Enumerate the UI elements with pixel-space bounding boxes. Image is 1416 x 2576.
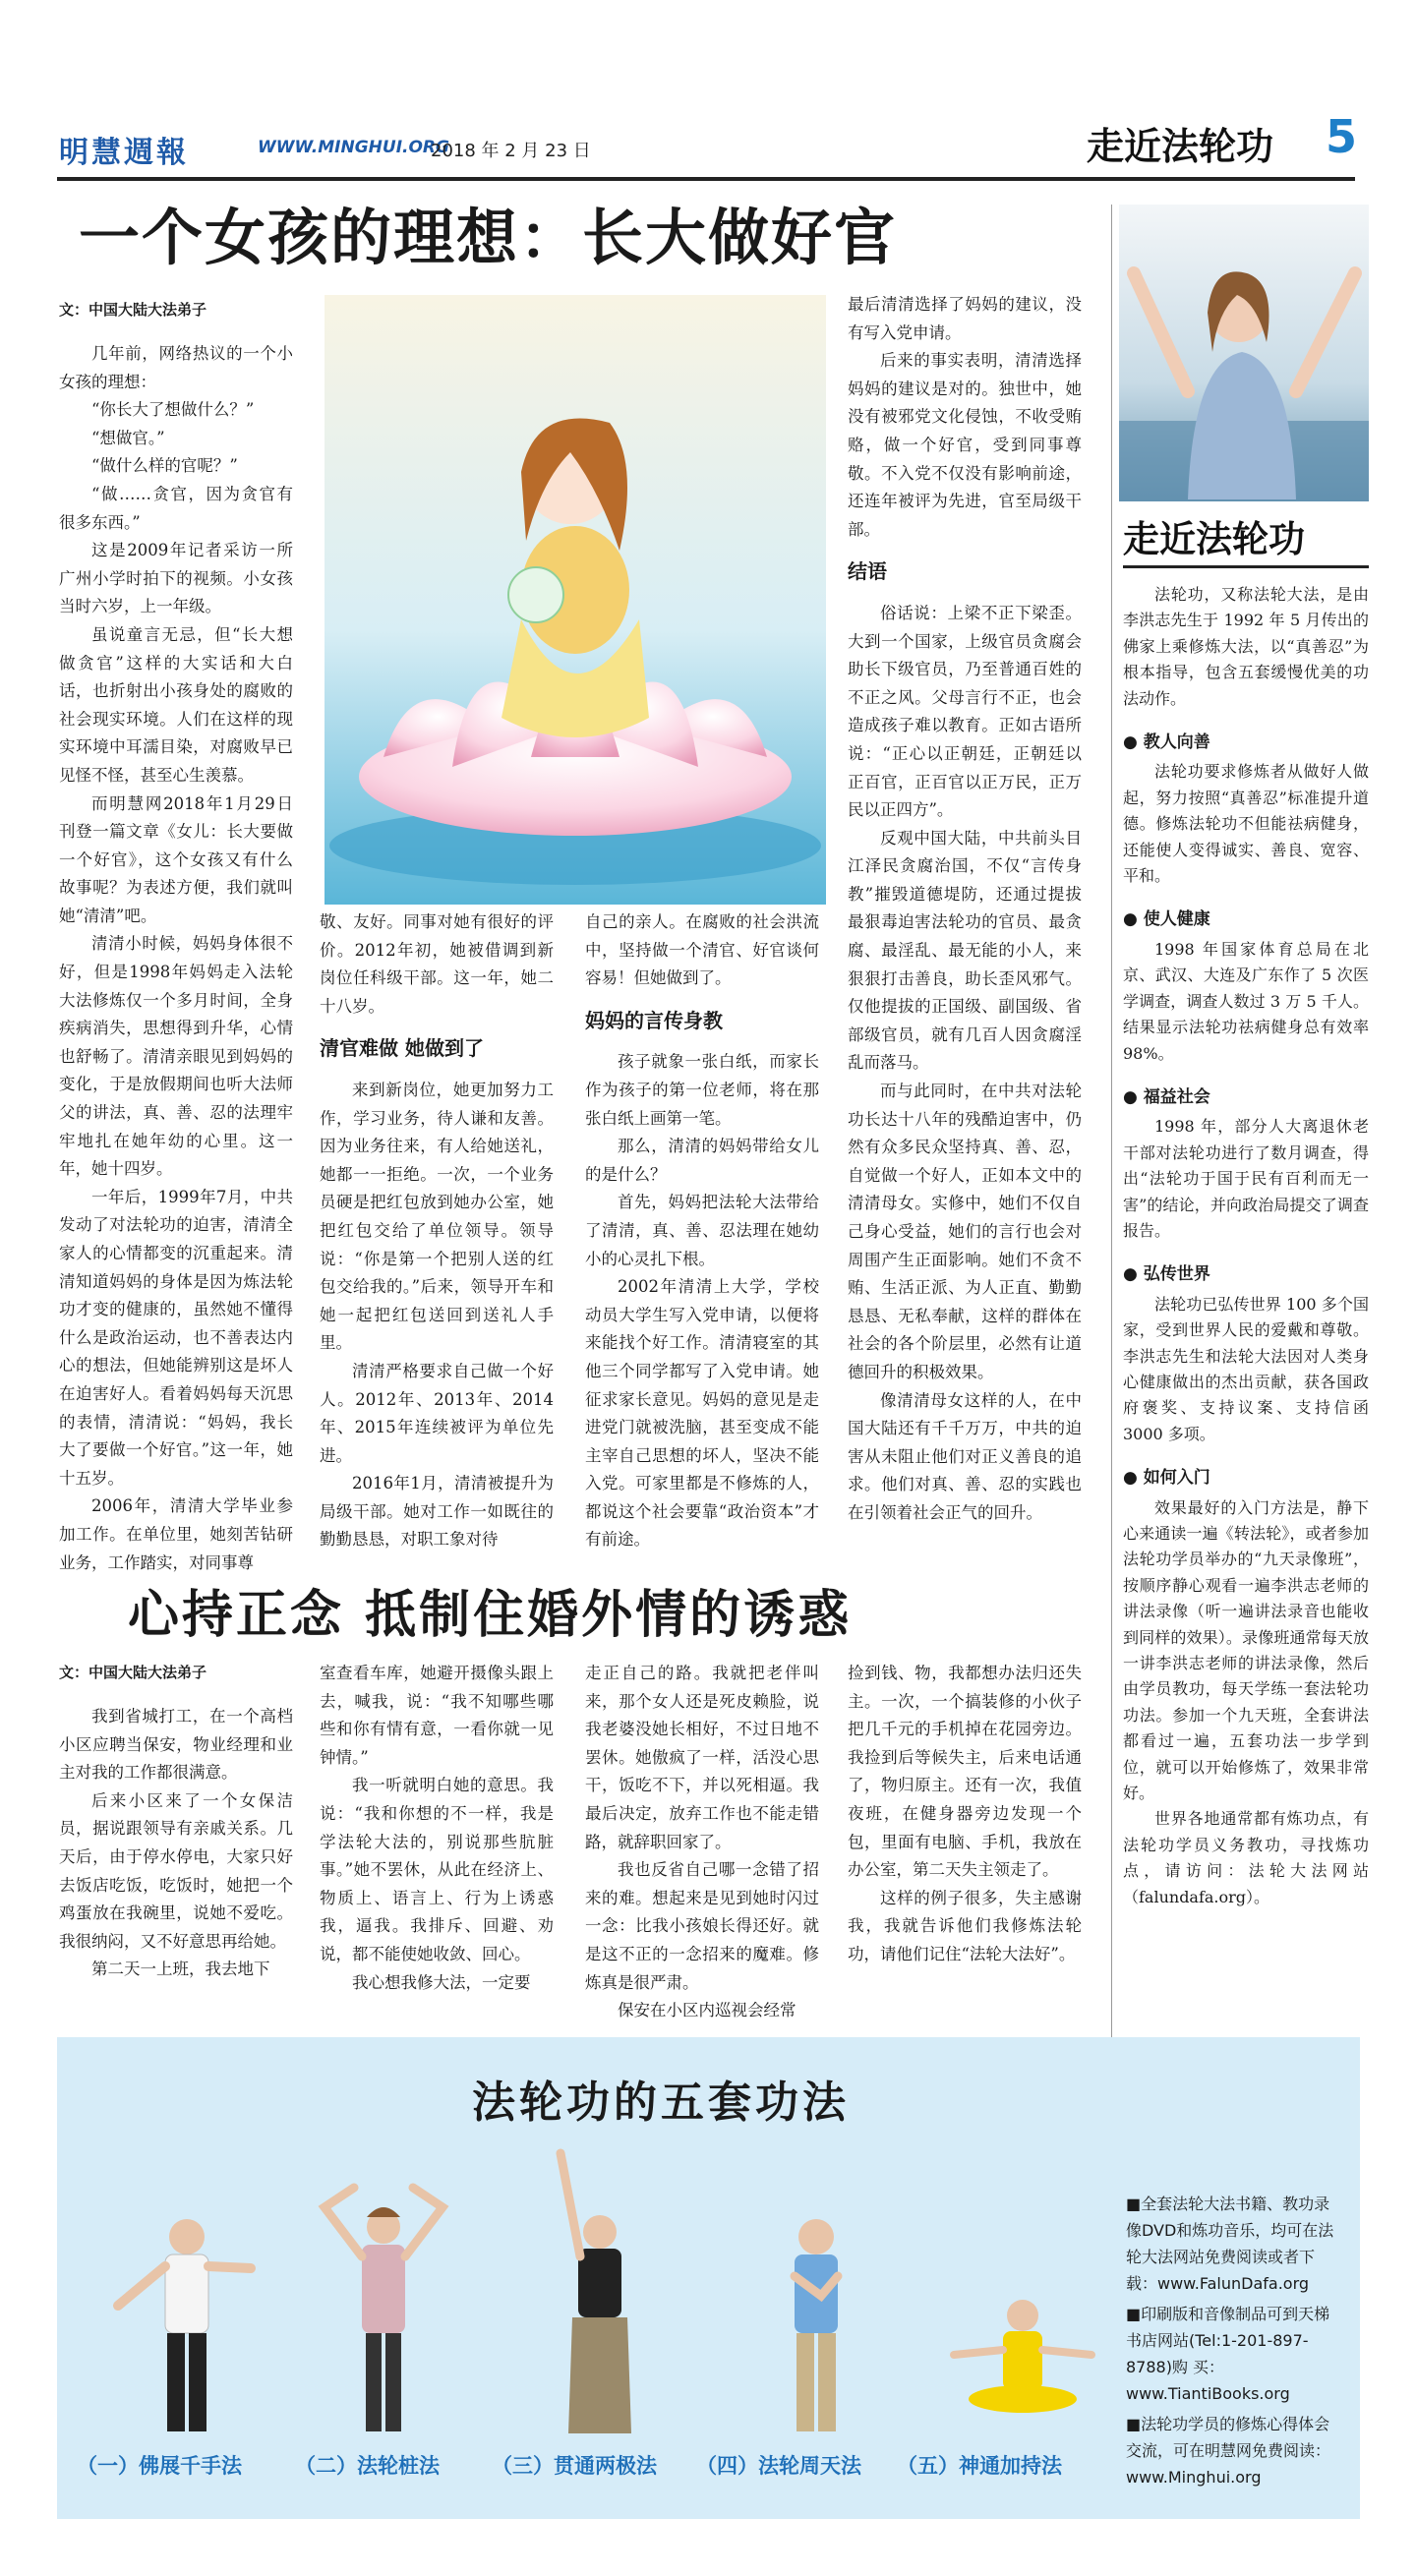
sidebar-paragraph: 法轮功已弘传世界 100 多个国家，受到世界人民的爱戴和尊敬。李洪志先生和法轮大法因对人类身心健康做出的杰出贡献，获各国政府褒奖、支持议案、支持信函 3000 多项。: [1123, 1294, 1369, 1443]
exercise-figure-5: [954, 2300, 1092, 2413]
paragraph: 俗话说：上梁不正下梁歪。大到一个国家，上级官员贪腐会助长下级官员，乃至普通百姓的不正之风。父母言行不正，也会造成孩子难以教育。正如古语所说：“正心以正朝廷，正朝廷以正百官，正百官以正万民，正万民以正四方”。: [848, 603, 1082, 820]
paragraph: 像清清母女这样的人，在中国大陆还有千千万万，中共的迫害从未阻止他们对正义善良的追求。他们对真、善、忍的实践也在引领着社会正气的回升。: [848, 1390, 1082, 1522]
article1-subheading-3: 结语: [848, 559, 887, 584]
paragraph: 2016年1月，清清被提升为局级干部。她对工作一如既往的勤勤恳恳，对职工象对待: [320, 1474, 554, 1550]
sidebar-paragraph: 世界各地通常都有炼功点，有法轮功学员义务教功，寻找炼功点，请访问：法轮大法网站（falundafa.org）。: [1123, 1809, 1369, 1906]
article2-byline: 文：中国大陆大法弟子: [59, 1664, 207, 1681]
paragraph: 清清小时候，妈妈身体很不好，但是1998年妈妈走入法轮大法修炼仅一个多月时间，全身疾病消失，思想得到升华，心情也舒畅了。清清亲眼见到妈妈的变化，于是放假期间也听大法师父的讲法，真、善、忍的法理牢牢地扎在她年幼的心里。这一年，她十四岁。: [59, 934, 293, 1179]
exercise-figures: [88, 2158, 1111, 2443]
paragraph: 2002年清清上大学，学校动员大学生写入党申请，以便将来能找个好工作。清清寝室的其他三个同学都写了入党申请。她征求家长意见。妈妈的意见是走进党门就被洗脑，甚至变成不能主宰自己思想的坏人，坚决不能入党。可家里都是不修炼的人，都说这个社会要靠“政治资本”才有前途。: [585, 1277, 819, 1550]
header-divider: [57, 177, 1355, 181]
sidebar-heading-text: 弘传世界: [1143, 1264, 1210, 1285]
paragraph: 我也反省自己哪一念错了招来的难。想起来是见到她时闪过一念：比我小孩娘长得还好。就是这不正的一念招来的魔难。修炼真是很严肃。: [585, 1860, 819, 1992]
paragraph: 我心想我修大法，一定要: [352, 1972, 531, 1992]
sidebar-divider: [1123, 565, 1369, 568]
article2-column-3: [585, 1660, 819, 2020]
article2-headline: 心持正念 抵制住婚外情的诱惑: [128, 1586, 853, 1645]
article2-column-1: [59, 1703, 293, 2020]
paragraph: 第二天一上班，我去地下: [91, 1960, 270, 1979]
article1-subheading-1: 清官难做 她做到了: [320, 1036, 484, 1061]
exercise-figure-1: [118, 2219, 251, 2431]
exercises-title: 法轮功的五套功法: [472, 2078, 850, 2128]
exercise-figure-4: [795, 2219, 838, 2431]
paragraph: 而明慧网2018年1月29日刊登一篇文章《女儿：长大要做一个好官》，这个女孩又有什么故事呢？为表述方便，我们就叫她“清清”吧。: [59, 793, 293, 925]
sidebar-body: [1123, 582, 1369, 2027]
meditating-woman-image: [1119, 205, 1369, 501]
sidebar-paragraph: 法轮功要求修炼者从做好人做起，努力按照“真善忍”标准提升道德。修炼法轮功不但能祛病健身，还能使人变得诚实、善良、宽容、平和。: [1123, 762, 1369, 886]
paragraph: 捡到钱、物，我都想办法归还失主。一次，一个搞装修的小伙子把几千元的手机掉在花园旁边。我捡到后等候失主，后来电话通了，物归原主。还有一次，我值夜班，在健身器旁边发现一个包，里面有电脑、手机，我放在办公室，第二天失主领走了。: [848, 1664, 1082, 1880]
page-number: 5: [1326, 110, 1358, 163]
article1-column-3: [585, 908, 819, 1550]
article1-subheading-2: 妈妈的言传身教: [585, 1008, 723, 1032]
article1-column-2: [320, 908, 554, 1550]
resource-minghui[interactable]: ■法轮功学员的修炼心得体会交流，可在明慧网免费阅读：www.Minghui.org: [1126, 2415, 1331, 2487]
resource-books[interactable]: ■全套法轮大法书籍、教功录像DVD和炼功音乐，均可在法轮大法网站免费阅读或者下载：www.FalunDafa.org: [1126, 2195, 1334, 2293]
paragraph: 那么，清清的妈妈带给女儿的是什么？: [585, 1137, 819, 1184]
sidebar-heading-text: 如何入门: [1143, 1468, 1210, 1489]
newspaper-logo: 明慧週報: [59, 136, 189, 170]
paragraph: 一年后，1999年7月，中共发动了对法轮功的迫害，清清全家人的心情都变的沉重起来。清清知道妈妈的身体是因为炼法轮功才变的健康的，虽然她不懂得什么是政治运动，也不善表达内心的想法，但她能辨别这是坏人在迫害好人。看着妈妈每天沉思的表情，清清说：“妈妈，我长大了要做一个好官。”这一年，她十五岁。: [59, 1187, 293, 1488]
sidebar-heading-text: 福益社会: [1143, 1086, 1210, 1107]
article1-byline: 文：中国大陆大法弟子: [59, 301, 207, 319]
article1-headline: 一个女孩的理想：长大做好官: [79, 202, 898, 273]
paragraph: 自己的亲人。在腐败的社会洪流中，坚持做一个清官、好官谈何容易！但她做到了。: [585, 912, 819, 988]
paragraph: 我一听就明白她的意思。我说：“我和你想的不一样，我是学法轮大法的，别说那些肮脏事。”她不罢休，从此在经济上、物质上、语言上、行为上诱惑我，逼我。我排斥、回避、劝说，都不能使她收敛、回心。: [320, 1776, 554, 1963]
sidebar-paragraph: 1998 年国家体育总局在北京、武汉、大连及广东作了 5 次医学调查，调查人数过 3 万 5 千人。结果显示法轮功祛病健身总有效率 98%。: [1123, 939, 1369, 1063]
issue-date: 2018 年 2 月 23 日: [431, 141, 591, 161]
article1-column-4: [848, 291, 1082, 1524]
exercise-label-1: （一）佛展千手法: [77, 2454, 242, 2478]
site-url-link[interactable]: WWW.MINGHUI.ORG: [258, 138, 449, 157]
exercise-figure-2: [324, 2188, 442, 2431]
paragraph: 反观中国大陆，中共前头目江泽民贪腐治国，不仅“言传身教”摧毁道德堤防，还通过提拔最狠毒迫害法轮功的官员、最贪腐、最淫乱、最无能的小人，来狠狠打击善良，助长歪风邪气。仅他提拔的正国级、副国级、省部级官员，就有几百人因贪腐淫乱而落马。: [848, 828, 1082, 1073]
sidebar-heading: ● 使人健康: [1123, 909, 1210, 930]
paragraph: 保安在小区内巡视会经常: [618, 2001, 796, 2020]
section-title: 走近法轮功: [1087, 125, 1274, 168]
sidebar-paragraph: 1998 年，部分人大离退休老干部对法轮功进行了数月调查，得出“法轮功于国于民有百利而无一害”的结论，并向政治局提交了调查报告。: [1123, 1117, 1369, 1240]
paragraph: 几年前，网络热议的一个小女孩的理想：: [59, 344, 293, 391]
exercise-label-4: （四）法轮周天法: [696, 2454, 861, 2478]
exercise-people-illustration: [88, 2158, 1111, 2443]
paragraph: 走正自己的路。我就把老伴叫来，那个女人还是死皮赖脸，说我老婆没她长相好，不过日地不罢休。她傲疯了一样，活没心思干，饭吃不下，并以死相逼。我最后决定，放弃工作也不能走错路，就辞职回家了。: [585, 1664, 819, 1851]
sidebar-heading-text: 教人向善: [1143, 732, 1210, 753]
paragraph: 后来小区来了一个女保洁员，据说跟领导有亲戚关系。几天后，由于停水停电，大家只好去饭店吃饭，吃饭时，她把一个鸡蛋放在我碗里，说她不爱吃。我很纳闷，又不好意思再给她。: [59, 1790, 293, 1951]
paragraph: 虽说童言无忌，但“长大想做贪官”这样的大实话和大白话，也折射出小孩身处的腐败的社会现实环境。人们在这样的现实环境中耳濡目染，对腐败早已见怪不怪，甚至心生羡慕。: [59, 624, 293, 785]
paragraph: 首先，妈妈把法轮大法带给了清清，真、善、忍法理在她幼小的心灵扎下根。: [585, 1193, 819, 1268]
paragraph: 来到新岗位，她更加努力工作，学习业务，待人谦和友善。因为业务往来，有人给她送礼，她都一一拒绝。一次，一个业务员硬是把红包放到她办公室，她把红包交给了单位领导。领导说：“你是第一个把别人送的红包交给我的。”后来，领导开车和她一起把红包送回到送礼人手里。: [320, 1080, 554, 1353]
paragraph: 最后清清选择了妈妈的建议，没有写入党申请。: [848, 295, 1082, 342]
resource-store[interactable]: ■印刷版和音像制品可到天梯书店网站(Tel:1-201-897-8788)购 买：www.TiantiBooks.org: [1126, 2305, 1330, 2403]
article2-column-4: [848, 1660, 1082, 2020]
paragraph: 而与此同时，在中共对法轮功长达十八年的残酷迫害中，仍然有众多民众坚持真、善、忍，自觉做一个好人，正如本文中的清清母女。实修中，她们不仅自己身心受益，她们的言行也会对周围产生正面影响。她们不贪不贿、生活正派、为人正直、勤勤恳恳、无私奉献，这样的群体在社会的各个阶层里，必然有让道德回升的积极效果。: [848, 1082, 1082, 1381]
sidebar-photo: [1119, 205, 1369, 501]
paragraph: 2006年，清清大学毕业参加工作。在单位里，她刻苦钻研业务，工作踏实，对同事尊: [59, 1496, 293, 1572]
sidebar-intro: 法轮功，又称法轮大法，是由李洪志先生于 1992 年 5 月传出的佛家上乘修炼大法，以“真善忍”为根本指导，包含五套缓慢优美的功法动作。: [1123, 585, 1369, 708]
resources-info: [1126, 2191, 1340, 2494]
exercise-label-2: （二）法轮桩法: [295, 2454, 440, 2478]
paragraph: 我到省城打工，在一个高档小区应聘当保安，物业经理和业主对我的工作都很满意。: [59, 1707, 293, 1783]
paragraph: “做……贪官，因为贪官有很多东西。”: [59, 484, 293, 532]
paragraph: 后来的事实表明，清清选择妈妈的建议是对的。独世中，她没有被邪党文化侵蚀，不收受贿赂，做一个好官，受到同事尊敬。不入党不仅没有影响前途，还连年被评为先进，官至局级干部。: [848, 351, 1082, 539]
paragraph: “做什么样的官呢？”: [91, 456, 238, 476]
paragraph: 室查看车库，她避开摄像头跟上去，喊我，说：“我不知哪些哪些和你有情有意，一看你就一见钟情。”: [320, 1664, 554, 1767]
paragraph: “你长大了想做什么？”: [91, 400, 255, 420]
paragraph: “想做官。”: [91, 428, 165, 447]
article1-column-1: [59, 340, 293, 1572]
sidebar-paragraph: 效果最好的入门方法是，静下心来通读一遍《转法轮》，或者参加法轮功学员举办的“九天录像班”，按顺序静心观看一遍李洪志老师的讲法录像（听一遍讲法录音也能收到同样的效果）。录像班通常每天放一讲李洪志老师的讲法录像，然后由学员教功，每天学练一套法轮功功法。参加一个九天班，全套讲法都看过一遍，五套功法一步学到位，就可以开始修炼了，效果非常好。: [1123, 1497, 1369, 1803]
exercise-label-5: （五）神通加持法: [897, 2454, 1062, 2478]
sidebar-heading-text: 使人健康: [1143, 909, 1210, 930]
paragraph: 孩子就象一张白纸，而家长作为孩子的第一位老师，将在那张白纸上画第一笔。: [585, 1052, 819, 1128]
sidebar-heading: ● 教人向善: [1123, 732, 1210, 753]
girl-on-lotus-image: [324, 295, 826, 905]
exercise-figure-3: [560, 2153, 631, 2433]
paragraph: 这是2009年记者采访一所广州小学时拍下的视频。小女孩当时六岁，上一年级。: [59, 541, 293, 616]
paragraph: 这样的例子很多，失主感谢我，我就告诉他们我修炼法轮功，请他们记住“法轮大法好”。: [848, 1888, 1082, 1963]
sidebar-title: 走近法轮功: [1123, 518, 1305, 560]
sidebar-heading: ● 福益社会: [1123, 1086, 1210, 1107]
article1-illustration: [324, 295, 826, 905]
sidebar-heading: ● 如何入门: [1123, 1468, 1210, 1489]
exercise-label-3: （三）贯通两极法: [492, 2454, 657, 2478]
paragraph: 敬、友好。同事对她有很好的评价。2012年初，她被借调到新岗位任科级干部。这一年，她二十八岁。: [320, 912, 554, 1016]
sidebar-heading: ● 弘传世界: [1123, 1264, 1210, 1285]
article2-column-2: [320, 1660, 554, 2020]
paragraph: 清清严格要求自己做一个好人。2012年、2013年、2014年、2015年连续被评为单位先进。: [320, 1361, 554, 1465]
